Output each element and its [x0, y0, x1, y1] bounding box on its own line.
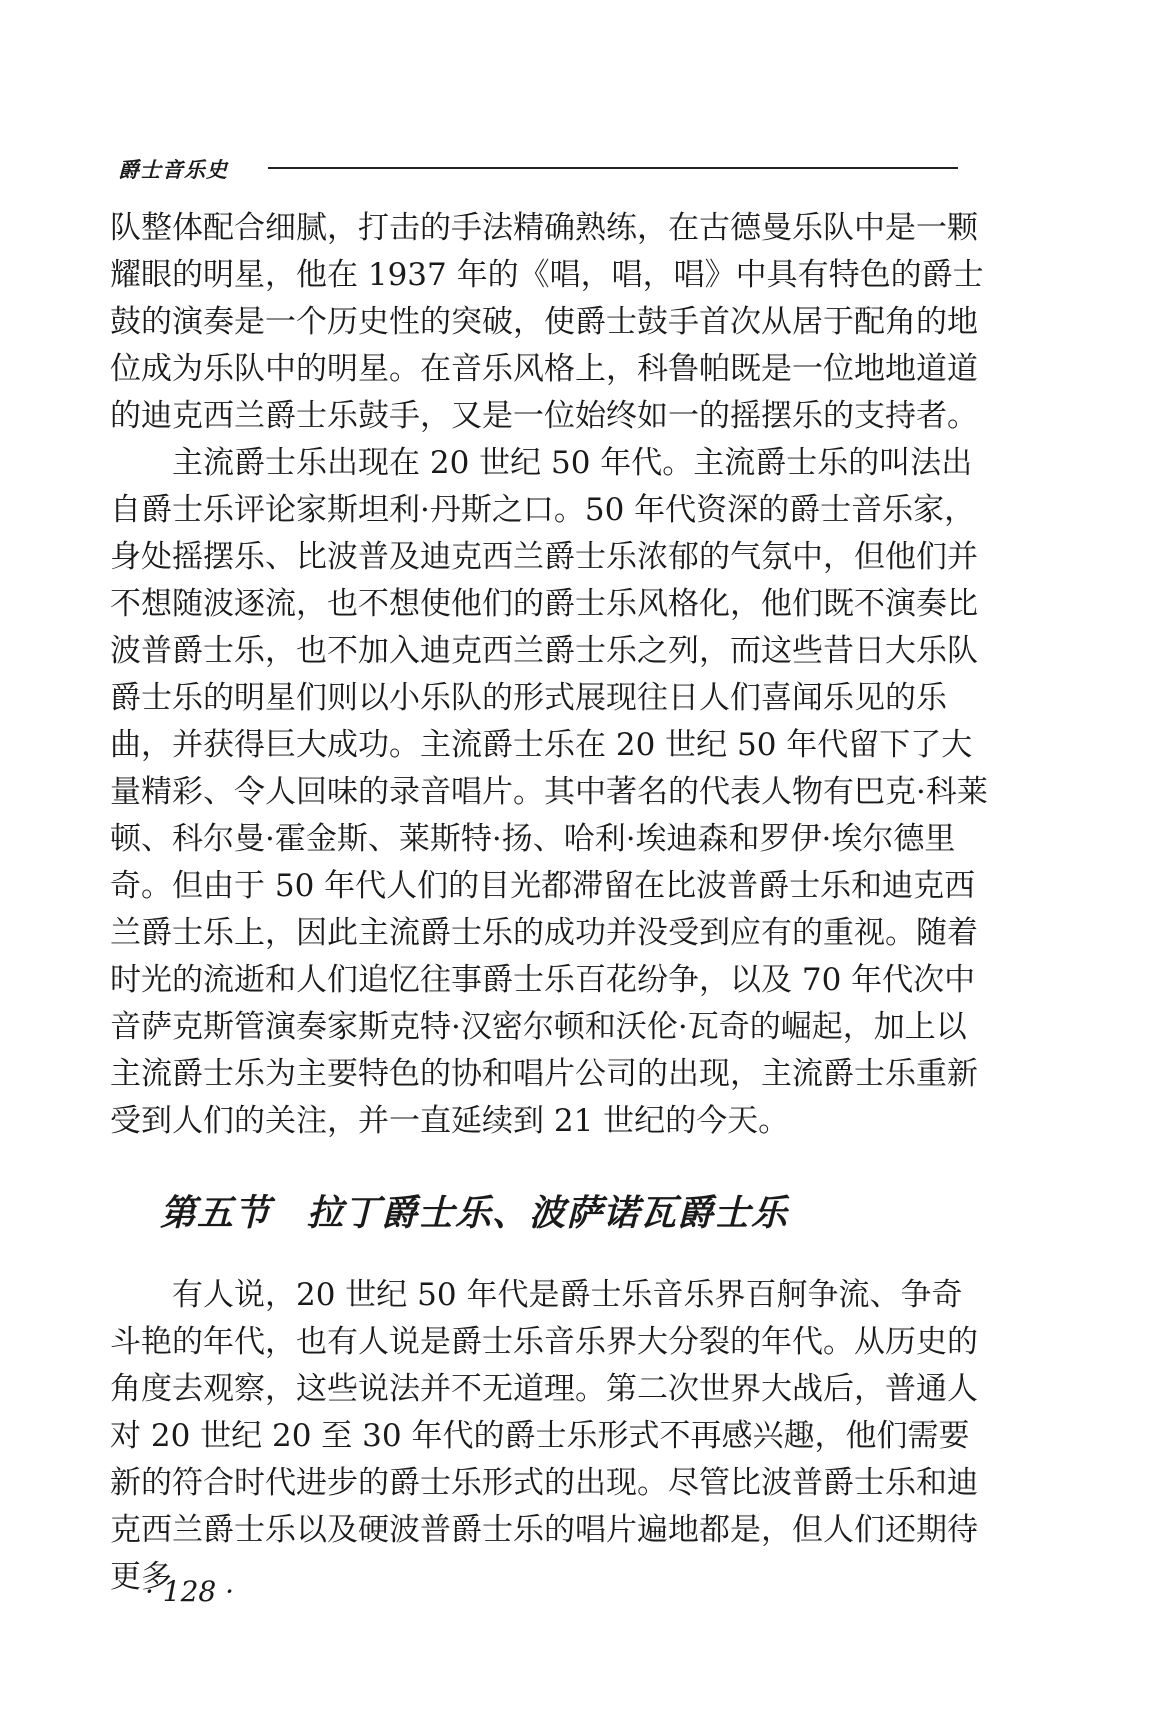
running-head-title: 爵士音乐史: [118, 157, 228, 182]
paragraph-continued: 队整体配合细腻，打击的手法精确熟练，在古德曼乐队中是一颗耀眼的明星，他在 1937 年的《唱，唱，唱》中具有特色的爵士鼓的演奏是一个历史性的突破，使爵士鼓手首次从居于配角的地位成为乐队中的明星。在音乐风格上，科鲁帕既是一位地地道道的迪克西兰爵士乐鼓手，又是一位始终如一的摇摆乐的支持者。: [110, 210, 984, 434]
running-head: [118, 150, 958, 180]
paragraph-mainstream-jazz: 主流爵士乐出现在 20 世纪 50 年代。主流爵士乐的叫法出自爵士乐评论家斯坦利·丹斯之口。50 年代资深的爵士音乐家，身处摇摆乐、比波普及迪克西兰爵士乐浓郁的气氛中，但他们并不想随波逐流，也不想使他们的爵士乐风格化，他们既不演奏比波普爵士乐，也不加入迪克西兰爵士乐之列，而这些昔日大乐队爵士乐的明星们则以小乐队的形式展现往日人们喜闻乐见的乐曲，并获得巨大成功。主流爵士乐在 20 世纪 50 年代留下了大量精彩、令人回味的录音唱片。其中著名的代表人物有巴克·科莱顿、科尔曼·霍金斯、莱斯特·扬、哈利·埃迪森和罗伊·埃尔德里奇。但由于 50 年代人们的目光都滞留在比波普爵士乐和迪克西兰爵士乐上，因此主流爵士乐的成功并没受到应有的重视。随着时光的流逝和人们追忆往事爵士乐百花纷争，以及 70 年代次中音萨克斯管演奏家斯克特·汉密尔顿和沃伦·瓦奇的崛起，加上以主流爵士乐为主要特色的协和唱片公司的出现，主流爵士乐重新受到人们的关注，并一直延续到 21 世纪的今天。: [110, 445, 988, 1139]
body-text-bottom: [110, 1272, 990, 1601]
running-head-rule: [268, 167, 958, 169]
body-text-top: [110, 205, 990, 1145]
paragraph-1950s-jazz: 有人说，20 世纪 50 年代是爵士乐音乐界百舸争流、争奇斗艳的年代，也有人说是爵士乐音乐界大分裂的年代。从历史的角度去观察，这些说法并不无道理。第二次世界大战后，普通人对 20 世纪 20 至 30 年代的爵士乐形式不再感兴趣，他们需要新的符合时代进步的爵士乐形式的出现。尽管比波普爵士乐和迪克西兰爵士乐以及硬波普爵士乐的唱片遍地都是，但人们还期待更多: [110, 1277, 978, 1595]
section-number: 第五节: [160, 1192, 272, 1234]
page-number: · 128 ·: [145, 1575, 235, 1608]
section-heading: [160, 1185, 788, 1236]
section-title: 拉丁爵士乐、波萨诺瓦爵士乐: [307, 1192, 789, 1234]
